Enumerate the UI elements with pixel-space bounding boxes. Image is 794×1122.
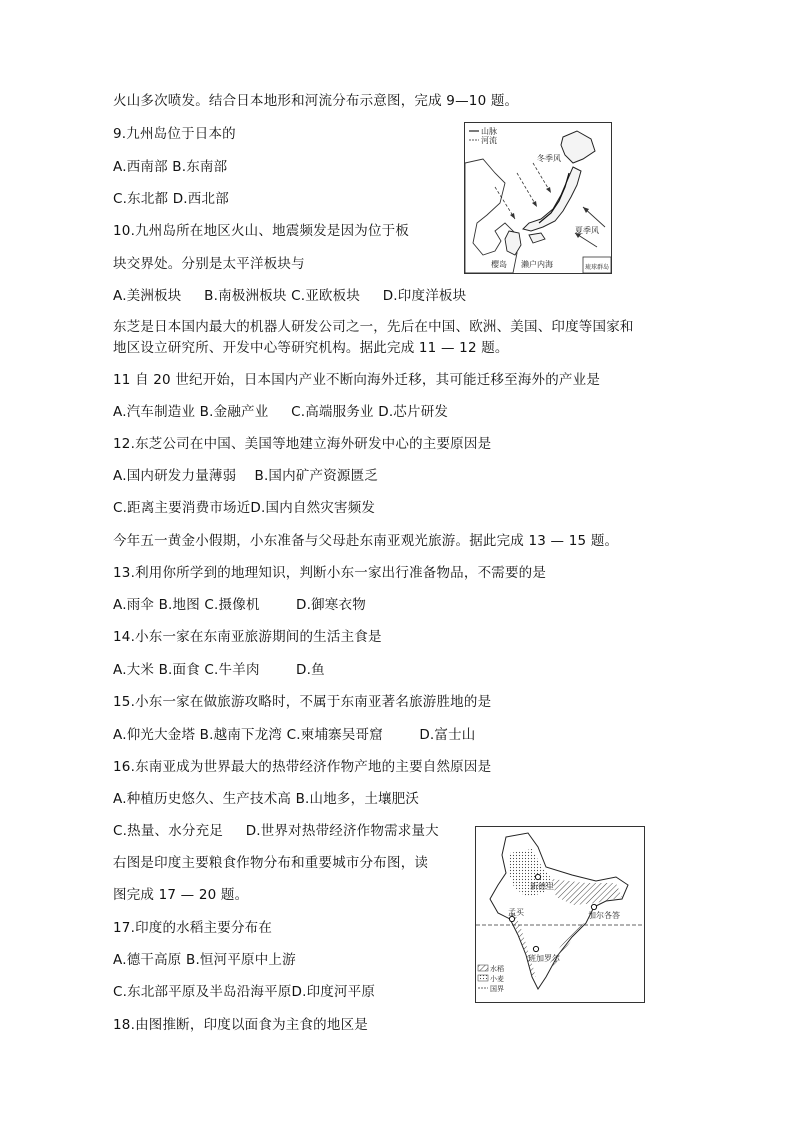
question-15: 15.小东一家在做旅游攻略时，不属于东南亚著名旅游胜地的是 <box>113 694 492 710</box>
city-mumbai: 孟买 <box>508 908 524 917</box>
question-16: 16.东南亚成为世界最大的热带经济作物产地的主要自然原因是 <box>113 759 492 775</box>
question-14: 14.小东一家在东南亚旅游期间的生活主食是 <box>113 629 382 645</box>
japan-map <box>464 122 612 274</box>
city-new-delhi: 新德里 <box>530 882 554 891</box>
legend-mountain: 山脉 <box>481 127 497 136</box>
label-summer-monsoon: 夏季风 <box>575 226 599 235</box>
label-inland-sea: 濑户内海 <box>521 260 553 269</box>
label-sakurajima: 樱岛 <box>491 260 507 269</box>
question-9: 9.九州岛位于日本的 <box>113 126 236 142</box>
legend-river: 河流 <box>481 136 497 145</box>
question-15-options: A.仰光大金塔 B.越南下龙湾 C.柬埔寨吴哥窟 D.富士山 <box>113 727 476 743</box>
question-16-options-cd: C.热量、水分充足 D.世界对热带经济作物需求量大 <box>113 823 439 839</box>
question-12: 12.东芝公司在中国、美国等地建立海外研发中心的主要原因是 <box>113 436 492 452</box>
intro-11-12-line-2: 地区设立研究所、开发中心等研究机构。据此完成 11 — 12 题。 <box>113 340 509 356</box>
city-kolkata: 加尔各答 <box>588 911 620 920</box>
question-17-options-ab: A.德干高原 B.恒河平原中上游 <box>113 952 296 968</box>
question-10-line-2: 块交界处。分别是太平洋板块与 <box>113 256 305 272</box>
question-14-options: A.大米 B.面食 C.牛羊肉 D.鱼 <box>113 662 325 678</box>
label-ryukyu: 琉球群岛 <box>585 264 610 271</box>
question-12-options-cd: C.距离主要消费市场近D.国内自然灾害频发 <box>113 500 376 516</box>
question-9-options-cd: C.东北都 D.西北部 <box>113 191 229 207</box>
label-winter-monsoon: 冬季风 <box>537 154 561 163</box>
question-17-options-cd: C.东北部平原及半岛沿海平原D.印度河平原 <box>113 984 376 1000</box>
intro-17-20-line-1: 右图是印度主要粮食作物分布和重要城市分布图，读 <box>113 855 429 871</box>
question-11-options: A.汽车制造业 B.金融产业 C.高端服务业 D.芯片研发 <box>113 404 449 420</box>
intro-11-12-line-1: 东芝是日本国内最大的机器人研发公司之一，先后在中国、欧洲、美国、印度等国家和 <box>113 319 634 335</box>
intro-13-15: 今年五一黄金小假期，小东准备与父母赴东南亚观光旅游。据此完成 13 — 15 题。 <box>113 533 619 549</box>
question-11: 11 自 20 世纪开始，日本国内产业不断向海外迁移，其可能迁移至海外的产业是 <box>113 372 601 388</box>
question-13-options: A.雨伞 B.地图 C.摄像机 D.御寒衣物 <box>113 597 366 613</box>
question-10-options: A.美洲板块 B.南极洲板块 C.亚欧板块 D.印度洋板块 <box>113 288 467 304</box>
question-10-line-1: 10.九州岛所在地区火山、地震频发是因为位于板 <box>113 223 410 239</box>
question-12-options-ab: A.国内研发力量薄弱 B.国内矿产资源匮乏 <box>113 468 379 484</box>
city-bangalore: 班加罗尔 <box>528 954 560 963</box>
question-13: 13.利用你所学到的地理知识，判断小东一家出行准备物品，不需要的是 <box>113 565 547 581</box>
question-17: 17.印度的水稻主要分布在 <box>113 920 273 936</box>
legend-border: 国界 <box>490 985 504 993</box>
japan-map-graphic <box>465 123 611 273</box>
question-18: 18.由图推断，印度以面食为主食的地区是 <box>113 1017 368 1033</box>
legend-wheat: 小麦 <box>490 975 504 983</box>
india-map <box>475 826 645 1003</box>
question-16-options-ab: A.种植历史悠久、生产技术高 B.山地多，土壤肥沃 <box>113 791 420 807</box>
india-map-graphic <box>476 827 644 1002</box>
question-9-options-ab: A.西南部 B.东南部 <box>113 159 228 175</box>
legend-rice: 水稻 <box>490 965 504 973</box>
intro-17-20-line-2: 图完成 17 — 20 题。 <box>113 887 249 903</box>
intro-9-10: 火山多次喷发。结合日本地形和河流分布示意图，完成 9—10 题。 <box>113 93 519 109</box>
